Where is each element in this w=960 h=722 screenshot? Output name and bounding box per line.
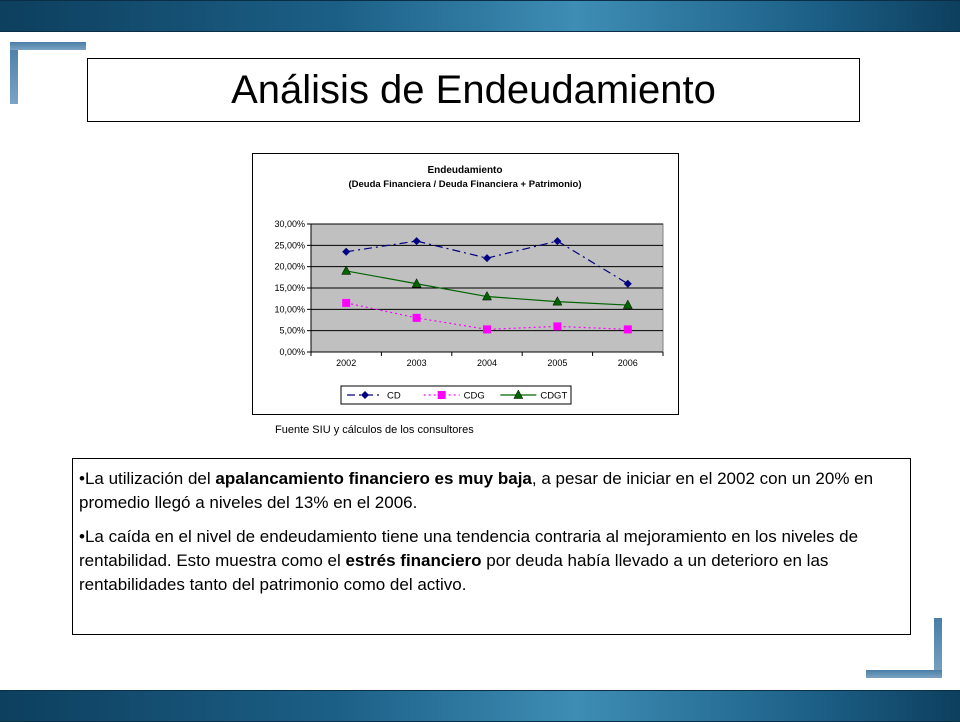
bullet-1-bold: apalancamiento financiero es muy baja xyxy=(215,469,532,488)
chart-title: Endeudamiento xyxy=(427,165,503,176)
corner-decoration-bottom-right xyxy=(934,618,942,678)
data-point-cdg xyxy=(624,325,632,333)
x-tick-label: 2006 xyxy=(617,358,638,368)
bullet-2-text: La caída en el nivel de endeudamiento tiene una tendencia contraria al mejoramiento en los niveles de rentabilidad. Esto muestra como el xyxy=(79,527,859,570)
bullet-marker: • xyxy=(79,527,85,546)
legend-label: CDGT xyxy=(540,390,568,402)
bullet-2-bold: estrés financiero xyxy=(345,551,482,570)
bullet-2-text-end: por deuda había llevado a un deterioro en las rentabilidades tanto del patrimonio como del activo. xyxy=(79,551,829,594)
data-point-cdg xyxy=(413,314,421,322)
title-box xyxy=(87,58,860,122)
chart-container xyxy=(252,153,679,415)
source-note: Fuente SIU y cálculos de los consultores xyxy=(275,424,474,436)
data-point-cdg xyxy=(553,322,561,330)
plot-area xyxy=(274,219,663,368)
data-point-cdg xyxy=(342,299,350,307)
y-tick-label: 20,00% xyxy=(274,261,305,272)
corner-decoration-top-left-bar xyxy=(10,42,86,50)
bullet-2 xyxy=(79,525,900,597)
data-point-cdg xyxy=(483,325,491,333)
y-tick-label: 30,00% xyxy=(274,219,305,229)
corner-decoration-top-left xyxy=(10,42,18,104)
x-tick-label: 2005 xyxy=(547,358,568,368)
x-tick-label: 2004 xyxy=(476,358,498,368)
bullet-1-text-end: , a pesar de iniciar en el 2002 con un 20% en promedio llegó a niveles del 13% en el 2006. xyxy=(79,469,874,512)
legend-label: CD xyxy=(387,390,401,402)
text-box xyxy=(72,458,911,635)
bottom-banner xyxy=(0,690,960,722)
slide-title: Análisis de Endeudamiento xyxy=(231,67,716,112)
y-tick-label: 25,00% xyxy=(274,240,305,251)
corner-decoration-bottom-right-bar xyxy=(866,670,942,678)
line-chart xyxy=(253,154,678,414)
bullet-marker: • xyxy=(79,469,85,488)
x-tick-label: 2003 xyxy=(406,358,427,368)
chart-subtitle: (Deuda Financiera / Deuda Financiera + Patrimonio) xyxy=(348,179,582,190)
legend-box xyxy=(341,386,571,404)
x-tick-label: 2002 xyxy=(336,358,357,368)
y-tick-label: 5,00% xyxy=(279,325,305,336)
chart-legend xyxy=(341,386,571,404)
y-tick-label: 15,00% xyxy=(274,283,305,293)
y-tick-label: 10,00% xyxy=(274,304,305,315)
bullet-1 xyxy=(79,467,900,515)
legend-marker-cdg xyxy=(438,391,446,399)
legend-label: CDG xyxy=(463,390,485,402)
top-banner xyxy=(0,0,960,32)
bullet-1-text: La utilización del xyxy=(84,469,216,488)
y-tick-label: 0,00% xyxy=(279,347,305,357)
